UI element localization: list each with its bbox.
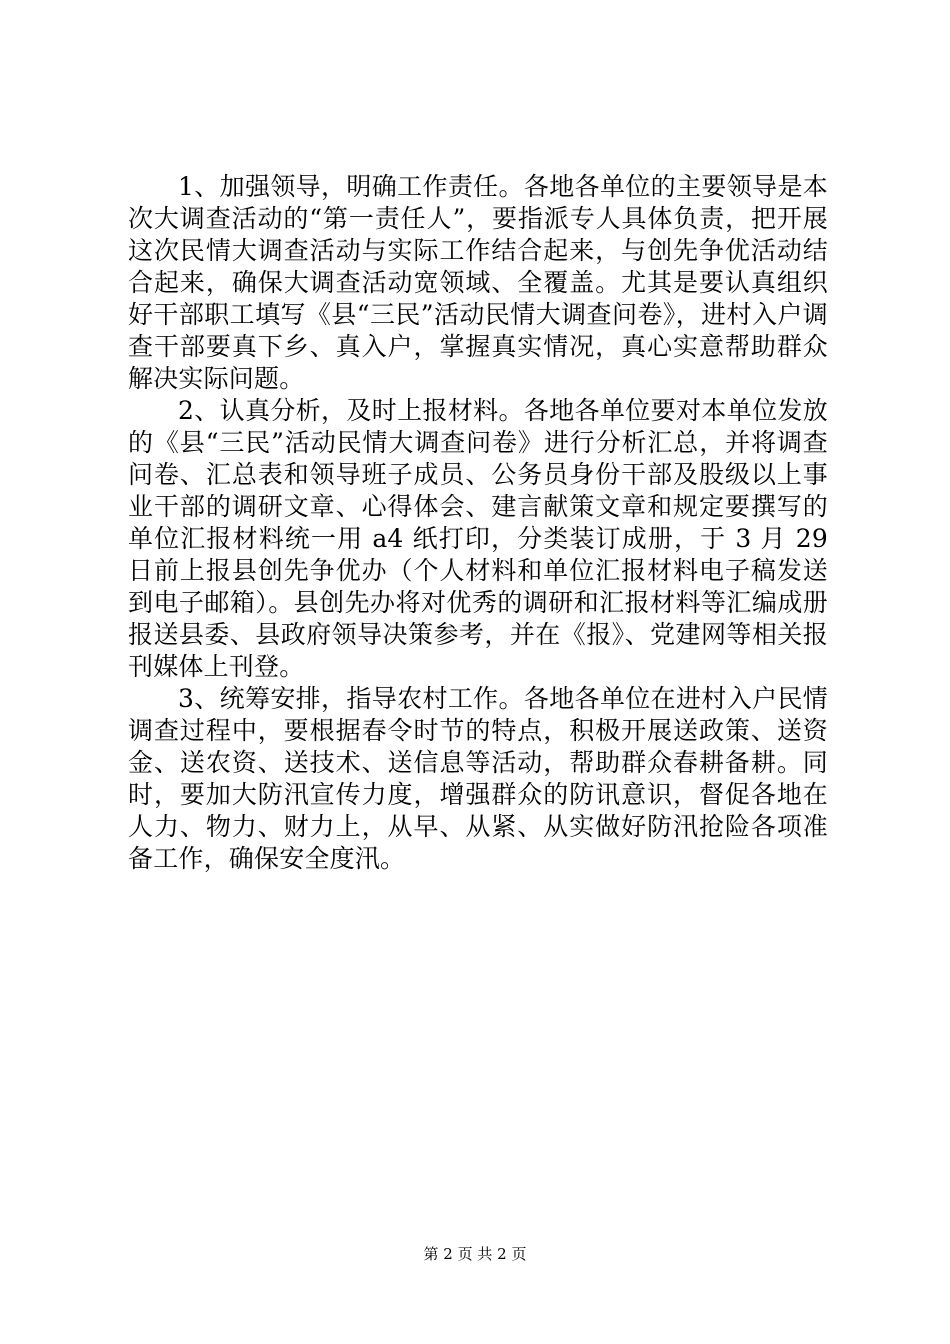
paragraph-3: 3、统筹安排，指导农村工作。各地各单位在进村入户民情调查过程中，要根据春令时节的特点，积极开展送政策、送资金、送农资、送技术、送信息等活动，帮助群众春耕备耕。同时，要加大防汛宣传力度，增强群众的防讯意识，督促各地在人力、物力、财力上，从早、从紧、从实做好防汛抢险各项准备工作，确保安全度汛。 <box>128 684 828 873</box>
page-footer: 第 2 页 共 2 页 <box>423 1245 527 1263</box>
paragraph-2: 2、认真分析，及时上报材料。各地各单位要对本单位发放的《县“三民”活动民情大调查问卷》进行分析汇总，并将调查问卷、汇总表和领导班子成员、公务员身份干部及股级以上事业干部的调研文章、心得体会、建言献策文章和规定要撰写的单位汇报材料统一用 a4 纸打印，分类装订成册，于 3 月 29 日前上报县创先争优办（个人材料和单位汇报材料电子稿发送到电子邮箱）。县创先办将对优秀的调研和汇报材料等汇编成册报送县委、县政府领导决策参考，并在《报》、党建网等相关报刊媒体上刊登。 <box>128 396 828 681</box>
document-body <box>128 171 828 875</box>
paragraph-1: 1、加强领导，明确工作责任。各地各单位的主要领导是本次大调查活动的“第一责任人”，要指派专人具体负责，把开展这次民情大调查活动与实际工作结合起来，与创先争优活动结合起来，确保大调查活动宽领域、全覆盖。尤其是要认真组织好干部职工填写《县“三民”活动民情大调查问卷》，进村入户调查干部要真下乡、真入户，掌握真实情况，真心实意帮助群众解决实际问题。 <box>128 172 828 393</box>
